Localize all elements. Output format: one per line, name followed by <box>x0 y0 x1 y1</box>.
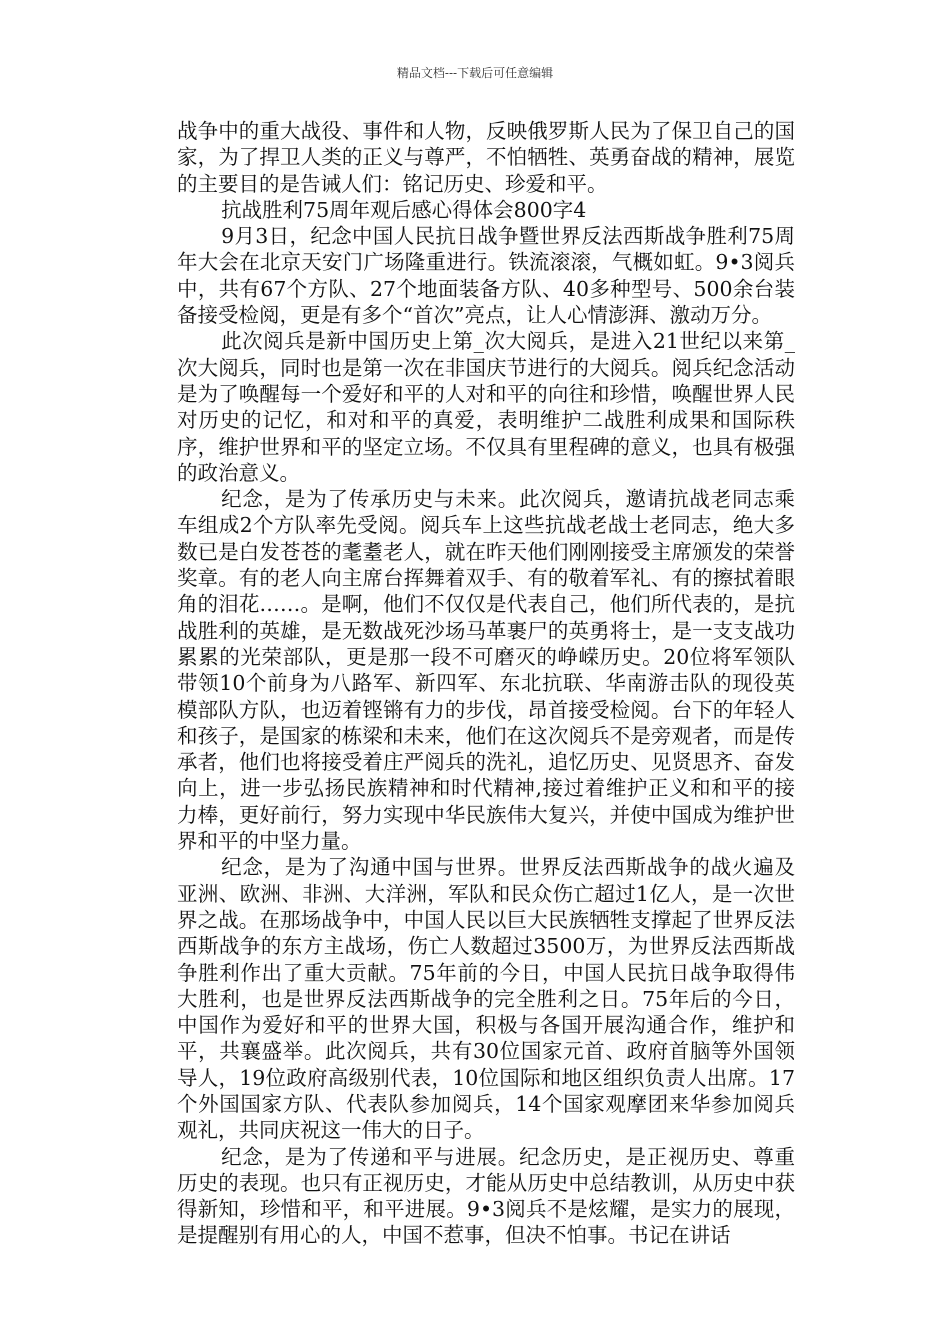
paragraph: 纪念，是为了传承历史与未来。此次阅兵，邀请抗战老同志乘车组成2个方队率先受阅。阅兵车上这些抗战老战士老同志，绝大多数已是白发苍苍的耄耋老人，就在昨天他们刚刚接受主席颁发的荣誉奖章。有的老人向主席台挥舞着双手、有的敬着军礼、有的擦拭着眼角的泪花……。是啊，他们不仅仅是代表自己，他们所代表的，是抗战胜利的英雄，是无数战死沙场马革裹尸的英勇将士，是一支支战功累累的光荣部队，更是那一段不可磨灭的峥嵘历史。20位将军领队带领10个前身为八路军、新四军、东北抗联、华南游击队的现役英模部队方队，也迈着铿锵有力的步伐，昂首接受检阅。台下的年轻人和孩子，是国家的栋梁和未来，他们在这次阅兵不是旁观者，而是传承者，他们也将接受着庄严阅兵的洗礼，追忆历史、见贤思齐、奋发向上，进一步弘扬民族精神和时代精神,接过着维护正义和和平的接力棒，更好前行，努力实现中华民族伟大复兴，并使中国成为维护世界和平的中坚力量。 <box>177 487 795 854</box>
page-header: 精品文档---下载后可任意编辑 <box>396 66 554 80</box>
paragraph: 此次阅兵是新中国历史上第_次大阅兵，是进入21世纪以来第_次大阅兵，同时也是第一次在非国庆节进行的大阅兵。阅兵纪念活动是为了唤醒每一个爱好和平的人对和平的向往和珍惜，唤醒世界人民对历史的记忆，和对和平的真爱，表明维护二战胜利成果和国际秩序，维护世界和平的坚定立场。不仅具有里程碑的意义，也具有极强的政治意义。 <box>177 329 795 485</box>
paragraph-continuation: 战争中的重大战役、事件和人物，反映俄罗斯人民为了保卫自己的国家，为了捍卫人类的正义与尊严，不怕牺牲、英勇奋战的精神，展览的主要目的是告诫人们：铭记历史、珍爱和平。 <box>177 119 795 196</box>
paragraph: 纪念，是为了沟通中国与世界。世界反法西斯战争的战火遍及亚洲、欧洲、非洲、大洋洲，军队和民众伤亡超过1亿人，是一次世界之战。在那场战争中，中国人民以巨大民族牺牲支撑起了世界反法西斯战争的东方主战场，伤亡人数超过3500万，为世界反法西斯战争胜利作出了重大贡献。75年前的今日，中国人民抗日战争取得伟大胜利，也是世界反法西斯战争的完全胜利之日。75年后的今日，中国作为爱好和平的世界大国，积极与各国开展沟通合作，维护和平，共襄盛举。此次阅兵，共有30位国家元首、政府首脑等外国领导人，19位政府高级别代表，10位国际和地区组织负责人出席。17个外国国家方队、代表队参加阅兵，14个国家观摩团来华参加阅兵观礼，共同庆祝这一伟大的日子。 <box>177 855 795 1143</box>
paragraph: 9月3日，纪念中国人民抗日战争暨世界反法西斯战争胜利75周年大会在北京天安门广场隆重进行。铁流滚滚，气概如虹。9•3阅兵中，共有67个方队、27个地面装备方队、40多种型号、500余台装备接受检阅，更是有多个“首次”亮点，让人心情澎湃、激动万分。 <box>177 224 795 328</box>
document-body <box>177 118 795 1249</box>
section-heading: 抗战胜利75周年观后感心得体会800字4 <box>221 197 587 222</box>
paragraph: 纪念，是为了传递和平与进展。纪念历史，是正视历史、尊重历史的表现。也只有正视历史，才能从历史中总结教训，从历史中获得新知，珍惜和平，和平进展。9•3阅兵不是炫耀，是实力的展现，是提醒别有用心的人，中国不惹事，但决不怕事。书记在讲话 <box>177 1144 795 1248</box>
